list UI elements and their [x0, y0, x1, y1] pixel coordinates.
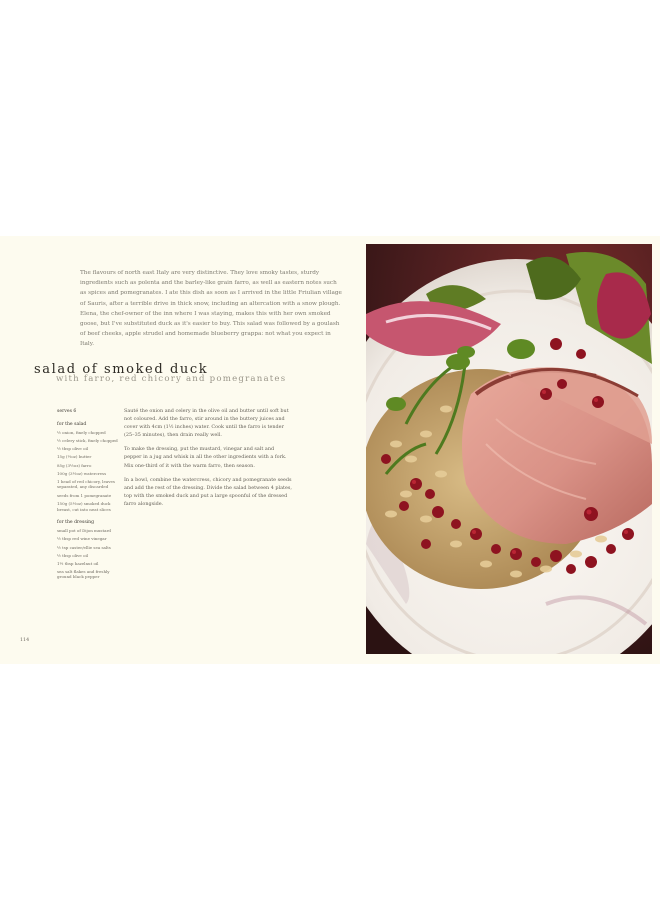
method-step: In a bowl, combine the watercress, chicory and pomegranate seeds and add the rest of the dressing. Divide the salad between 4 plates, top with the smoked duck and put a large spoonful of the dressed farro alongside. [124, 476, 292, 507]
method-column [124, 407, 292, 514]
ingredient-item: ½ tbsp red wine vinegar [57, 536, 107, 542]
intro-paragraph: The flavours of north east Italy are very distinctive. They love smoky tastes, sturdy ingredients such as polenta and the barley-like grain farro, as well as eastern notes such as spices and pomegranates. I ate this dish as soon as I arrived in the little Friulian village of Sauris, after a terrible drive in thick snow, including an altercation with a snow plough. Elena, the chef-owner of the inn where I was staying, makes this with her own smoked goose, but I've substituted duck as it's easier to buy. This salad was followed by a goulash of beef cheeks, apple strudel and homemade blueberry grappa: not what you expect in Italy. [80, 270, 342, 348]
method-step: To make the dressing, put the mustard, vinegar and salt and pepper in a jug and whisk in all the other ingredients with a fork. Mix one-third of it with the warm farro, then season. [124, 446, 287, 469]
ingredient-item: ½ celery stick, finely chopped [57, 438, 118, 444]
recipe-title: salad of smoked duck [34, 362, 209, 377]
method-step: Sauté the onion and celery in the olive oil and butter until soft but not coloured. Add the farro, stir around in the buttery juices and cover with 4cm (1½ inches) water. Cook until the farro is tender (25–35 minutes), then drain really well. [124, 408, 289, 439]
recipe-subtitle: with farro, red chicory and pomegranates [56, 374, 287, 384]
food-photo [366, 244, 652, 654]
ingredient-item: ½ tsp caster/ellie sea salts [57, 544, 111, 550]
ingredient-item: seeds from 1 pomegranate [57, 492, 112, 498]
ingredient-item: 1½ tbsp hazelnut oil [57, 560, 99, 566]
ingredient-item: sea salt flakes and freshly ground black pepper [57, 568, 110, 580]
dressing-heading: for the dressing [57, 520, 95, 526]
ingredient-item: 150g (5½oz) smoked duck breast, cut into neat slices [57, 501, 111, 512]
duck-salad-image [366, 244, 652, 654]
page-number: 114 [20, 638, 30, 643]
ingredient-item: ½ onion, finely chopped [57, 430, 106, 436]
salad-heading: for the salad [57, 422, 87, 428]
ingredient-item: small pot of Dijon mustard [57, 528, 111, 534]
ingredient-item: 85g (3½oz) farro [57, 462, 92, 468]
ingredients-column [57, 408, 121, 582]
ingredient-item: 1 head of red chicory, leaves separated, any discarded [57, 478, 115, 490]
ingredient-item: ½ tbsp olive oil [57, 446, 89, 452]
ingredient-item: ½ tbsp olive oil [57, 552, 89, 558]
ingredient-item: 15g (½oz) butter [57, 454, 92, 460]
book-spread [0, 236, 660, 664]
serves-label: serves 6 [57, 409, 77, 414]
ingredient-item: 100g (3½oz) watercress [57, 470, 107, 476]
